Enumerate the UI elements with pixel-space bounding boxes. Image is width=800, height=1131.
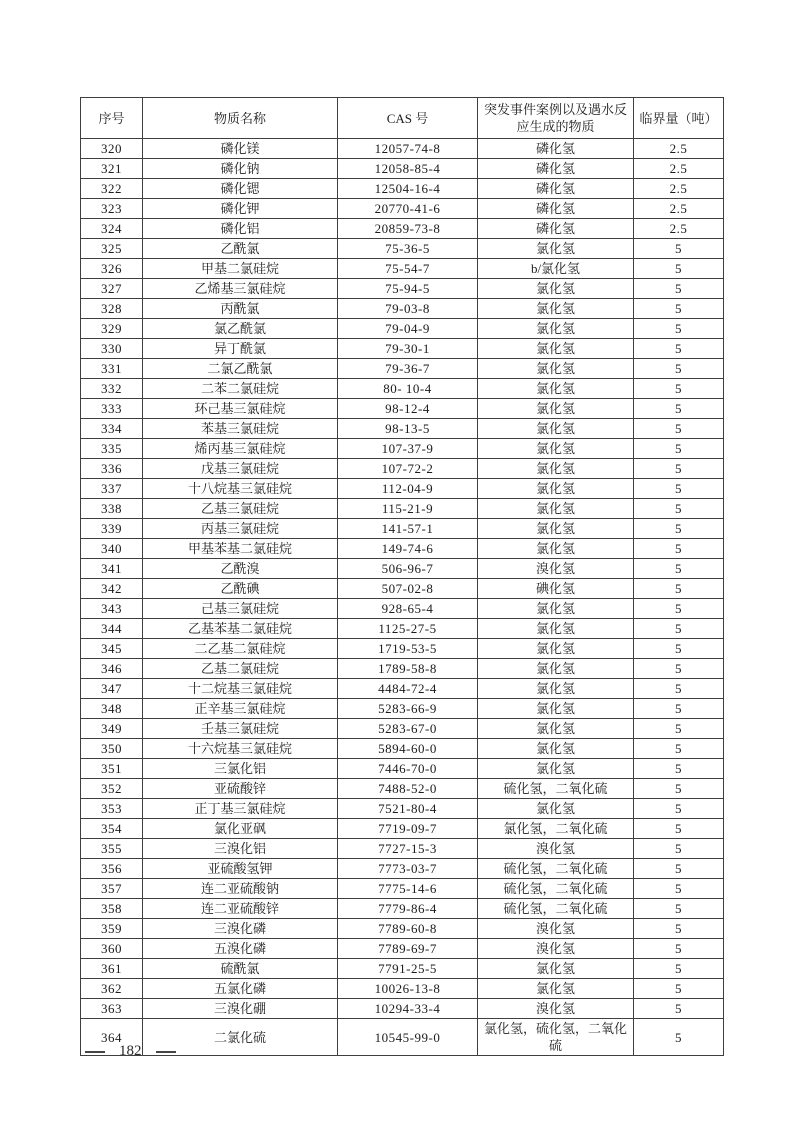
cell-serial-number: 345 [81, 639, 143, 659]
cell-threshold-quantity: 5 [634, 879, 724, 899]
table-row [81, 579, 724, 599]
cell-substance-name: 亚硫酸锌 [143, 779, 338, 799]
cell-threshold-quantity: 5 [634, 779, 724, 799]
col-header-cas-number: CAS 号 [338, 98, 478, 139]
cell-substance-name: 磷化钠 [143, 159, 338, 179]
cell-threshold-quantity: 5 [634, 559, 724, 579]
cell-substance-name: 异丁酰氯 [143, 339, 338, 359]
cell-threshold-quantity: 5 [634, 939, 724, 959]
cell-serial-number: 360 [81, 939, 143, 959]
table-row [81, 599, 724, 619]
table-row [81, 619, 724, 639]
cell-threshold-quantity: 5 [634, 499, 724, 519]
cell-serial-number: 322 [81, 179, 143, 199]
cell-cas-number: 141-57-1 [338, 519, 478, 539]
cell-serial-number: 363 [81, 999, 143, 1019]
cell-incident-products: 氯化氢 [478, 979, 634, 999]
cell-serial-number: 350 [81, 739, 143, 759]
cell-substance-name: 磷化镁 [143, 139, 338, 159]
table-row [81, 239, 724, 259]
col-header-substance-name: 物质名称 [143, 98, 338, 139]
cell-serial-number: 353 [81, 799, 143, 819]
cell-cas-number: 1719-53-5 [338, 639, 478, 659]
cell-substance-name: 苯基三氯硅烷 [143, 419, 338, 439]
table-row [81, 459, 724, 479]
cell-incident-products: 溴化氢 [478, 939, 634, 959]
table-header [81, 98, 724, 139]
cell-threshold-quantity: 5 [634, 299, 724, 319]
table-row [81, 839, 724, 859]
cell-serial-number: 337 [81, 479, 143, 499]
cell-serial-number: 324 [81, 219, 143, 239]
cell-threshold-quantity: 2.5 [634, 139, 724, 159]
cell-cas-number: 5283-66-9 [338, 699, 478, 719]
cell-incident-products: 氯化氢 [478, 679, 634, 699]
cell-serial-number: 335 [81, 439, 143, 459]
cell-cas-number: 1789-58-8 [338, 659, 478, 679]
cell-cas-number: 75-54-7 [338, 259, 478, 279]
table-row [81, 819, 724, 839]
cell-incident-products: 氯化氢 [478, 339, 634, 359]
cell-incident-products: 氯化氢 [478, 599, 634, 619]
cell-serial-number: 364 [81, 1019, 143, 1056]
table-row [81, 939, 724, 959]
cell-cas-number: 7789-60-8 [338, 919, 478, 939]
cell-cas-number: 79-03-8 [338, 299, 478, 319]
table-row [81, 479, 724, 499]
cell-threshold-quantity: 5 [634, 719, 724, 739]
cell-cas-number: 12058-85-4 [338, 159, 478, 179]
cell-incident-products: 氯化氢 [478, 959, 634, 979]
cell-incident-products: 氯化氢 [478, 379, 634, 399]
cell-cas-number: 7775-14-6 [338, 879, 478, 899]
cell-threshold-quantity: 5 [634, 539, 724, 559]
cell-incident-products: 氯化氢 [478, 239, 634, 259]
cell-cas-number: 7791-25-5 [338, 959, 478, 979]
cell-substance-name: 丙酰氯 [143, 299, 338, 319]
table-row [81, 659, 724, 679]
cell-substance-name: 十六烷基三氯硅烷 [143, 739, 338, 759]
cell-incident-products: 氯化氢 [478, 299, 634, 319]
header-row [81, 98, 724, 139]
cell-threshold-quantity: 5 [634, 999, 724, 1019]
cell-incident-products: 磷化氢 [478, 179, 634, 199]
table-row [81, 339, 724, 359]
table-row [81, 399, 724, 419]
cell-serial-number: 340 [81, 539, 143, 559]
cell-serial-number: 331 [81, 359, 143, 379]
table-row [81, 539, 724, 559]
cell-substance-name: 甲基苯基二氯硅烷 [143, 539, 338, 559]
cell-serial-number: 321 [81, 159, 143, 179]
cell-substance-name: 乙基苯基二氯硅烷 [143, 619, 338, 639]
cell-serial-number: 346 [81, 659, 143, 679]
cell-serial-number: 320 [81, 139, 143, 159]
cell-substance-name: 戊基三氯硅烷 [143, 459, 338, 479]
footer-dash-right [156, 1051, 176, 1053]
cell-threshold-quantity: 5 [634, 399, 724, 419]
cell-substance-name: 壬基三氯硅烷 [143, 719, 338, 739]
cell-substance-name: 氯乙酰氯 [143, 319, 338, 339]
cell-incident-products: 氯化氢 [478, 699, 634, 719]
cell-threshold-quantity: 5 [634, 599, 724, 619]
cell-threshold-quantity: 5 [634, 479, 724, 499]
cell-serial-number: 362 [81, 979, 143, 999]
cell-incident-products: 磷化氢 [478, 159, 634, 179]
cell-cas-number: 7779-86-4 [338, 899, 478, 919]
table-row [81, 219, 724, 239]
cell-threshold-quantity: 5 [634, 439, 724, 459]
cell-serial-number: 328 [81, 299, 143, 319]
cell-substance-name: 三溴化硼 [143, 999, 338, 1019]
col-header-threshold-quantity: 临界量（吨） [634, 98, 724, 139]
cell-substance-name: 二氯乙酰氯 [143, 359, 338, 379]
cell-cas-number: 112-04-9 [338, 479, 478, 499]
cell-incident-products: 磷化氢 [478, 219, 634, 239]
cell-cas-number: 506-96-7 [338, 559, 478, 579]
cell-substance-name: 己基三氯硅烷 [143, 599, 338, 619]
cell-substance-name: 三溴化磷 [143, 919, 338, 939]
table-row [81, 359, 724, 379]
cell-serial-number: 325 [81, 239, 143, 259]
cell-threshold-quantity: 2.5 [634, 219, 724, 239]
cell-substance-name: 正丁基三氯硅烷 [143, 799, 338, 819]
cell-incident-products: 磷化氢 [478, 139, 634, 159]
cell-threshold-quantity: 5 [634, 659, 724, 679]
cell-substance-name: 乙酰溴 [143, 559, 338, 579]
cell-threshold-quantity: 5 [634, 619, 724, 639]
cell-cas-number: 7727-15-3 [338, 839, 478, 859]
table-row [81, 859, 724, 879]
cell-threshold-quantity: 2.5 [634, 159, 724, 179]
cell-incident-products: 溴化氢 [478, 559, 634, 579]
cell-substance-name: 乙基三氯硅烷 [143, 499, 338, 519]
cell-threshold-quantity: 5 [634, 359, 724, 379]
cell-substance-name: 连二亚硫酸钠 [143, 879, 338, 899]
cell-serial-number: 338 [81, 499, 143, 519]
cell-threshold-quantity: 5 [634, 859, 724, 879]
cell-substance-name: 连二亚硫酸锌 [143, 899, 338, 919]
cell-substance-name: 硫酰氯 [143, 959, 338, 979]
cell-serial-number: 357 [81, 879, 143, 899]
cell-incident-products: 氯化氢 [478, 639, 634, 659]
cell-serial-number: 334 [81, 419, 143, 439]
cell-serial-number: 352 [81, 779, 143, 799]
cell-serial-number: 344 [81, 619, 143, 639]
table-row [81, 879, 724, 899]
cell-threshold-quantity: 5 [634, 819, 724, 839]
table-row [81, 779, 724, 799]
cell-cas-number: 107-72-2 [338, 459, 478, 479]
cell-threshold-quantity: 5 [634, 459, 724, 479]
cell-incident-products: 氯化氢 [478, 279, 634, 299]
cell-cas-number: 20770-41-6 [338, 199, 478, 219]
cell-incident-products: 氯化氢 [478, 499, 634, 519]
cell-serial-number: 330 [81, 339, 143, 359]
table-row [81, 979, 724, 999]
cell-serial-number: 329 [81, 319, 143, 339]
table-row [81, 199, 724, 219]
cell-incident-products: 硫化氢，二氧化硫 [478, 899, 634, 919]
cell-threshold-quantity: 5 [634, 639, 724, 659]
cell-threshold-quantity: 5 [634, 979, 724, 999]
cell-cas-number: 7488-52-0 [338, 779, 478, 799]
page-footer [85, 1043, 176, 1060]
cell-threshold-quantity: 5 [634, 519, 724, 539]
cell-cas-number: 7719-09-7 [338, 819, 478, 839]
cell-threshold-quantity: 5 [634, 279, 724, 299]
cell-cas-number: 12057-74-8 [338, 139, 478, 159]
table-row [81, 319, 724, 339]
cell-cas-number: 79-04-9 [338, 319, 478, 339]
cell-serial-number: 349 [81, 719, 143, 739]
table-row [81, 139, 724, 159]
cell-serial-number: 358 [81, 899, 143, 919]
page-number: 182 [119, 1043, 142, 1059]
table-row [81, 499, 724, 519]
table-row [81, 419, 724, 439]
table-row [81, 679, 724, 699]
cell-incident-products: 氯化氢 [478, 419, 634, 439]
table-row [81, 719, 724, 739]
cell-incident-products: 氯化氢 [478, 459, 634, 479]
cell-cas-number: 7446-70-0 [338, 759, 478, 779]
cell-threshold-quantity: 5 [634, 419, 724, 439]
cell-substance-name: 磷化铝 [143, 219, 338, 239]
cell-incident-products: 硫化氢，二氧化硫 [478, 779, 634, 799]
table-row [81, 299, 724, 319]
table-row [81, 439, 724, 459]
hazardous-substances-table [80, 97, 724, 1056]
table-row [81, 919, 724, 939]
cell-substance-name: 二乙基二氯硅烷 [143, 639, 338, 659]
cell-serial-number: 327 [81, 279, 143, 299]
cell-cas-number: 10026-13-8 [338, 979, 478, 999]
cell-cas-number: 1125-27-5 [338, 619, 478, 639]
cell-cas-number: 4484-72-4 [338, 679, 478, 699]
cell-serial-number: 359 [81, 919, 143, 939]
cell-serial-number: 343 [81, 599, 143, 619]
cell-cas-number: 7789-69-7 [338, 939, 478, 959]
cell-incident-products: 氯化氢 [478, 659, 634, 679]
cell-substance-name: 磷化钾 [143, 199, 338, 219]
table-row [81, 559, 724, 579]
cell-threshold-quantity: 5 [634, 259, 724, 279]
cell-serial-number: 348 [81, 699, 143, 719]
cell-serial-number: 336 [81, 459, 143, 479]
cell-incident-products: 溴化氢 [478, 919, 634, 939]
cell-substance-name: 五氯化磷 [143, 979, 338, 999]
cell-substance-name: 环己基三氯硅烷 [143, 399, 338, 419]
cell-cas-number: 115-21-9 [338, 499, 478, 519]
cell-substance-name: 乙烯基三氯硅烷 [143, 279, 338, 299]
cell-threshold-quantity: 5 [634, 579, 724, 599]
cell-incident-products: 氯化氢 [478, 439, 634, 459]
table-row [81, 799, 724, 819]
cell-substance-name: 亚硫酸氢钾 [143, 859, 338, 879]
table-body [81, 139, 724, 1056]
cell-serial-number: 354 [81, 819, 143, 839]
cell-threshold-quantity: 5 [634, 319, 724, 339]
cell-cas-number: 12504-16-4 [338, 179, 478, 199]
cell-incident-products: 氯化氢 [478, 399, 634, 419]
table-row [81, 379, 724, 399]
cell-substance-name: 乙酰碘 [143, 579, 338, 599]
cell-incident-products: 氯化氢 [478, 799, 634, 819]
cell-threshold-quantity: 5 [634, 839, 724, 859]
cell-cas-number: 507-02-8 [338, 579, 478, 599]
cell-substance-name: 烯丙基三氯硅烷 [143, 439, 338, 459]
cell-incident-products: 氯化氢 [478, 479, 634, 499]
cell-cas-number: 7521-80-4 [338, 799, 478, 819]
cell-substance-name: 甲基二氯硅烷 [143, 259, 338, 279]
table-row [81, 739, 724, 759]
footer-dash-left [85, 1051, 105, 1053]
cell-serial-number: 326 [81, 259, 143, 279]
cell-threshold-quantity: 5 [634, 739, 724, 759]
cell-incident-products: 氯化氢 [478, 739, 634, 759]
cell-serial-number: 323 [81, 199, 143, 219]
cell-substance-name: 三氯化铝 [143, 759, 338, 779]
cell-incident-products: 磷化氢 [478, 199, 634, 219]
cell-cas-number: 5283-67-0 [338, 719, 478, 739]
cell-threshold-quantity: 5 [634, 759, 724, 779]
table-row [81, 179, 724, 199]
cell-threshold-quantity: 5 [634, 959, 724, 979]
cell-incident-products: 碘化氢 [478, 579, 634, 599]
cell-cas-number: 79-30-1 [338, 339, 478, 359]
cell-cas-number: 20859-73-8 [338, 219, 478, 239]
cell-cas-number: 10545-99-0 [338, 1019, 478, 1056]
table-row [81, 159, 724, 179]
cell-cas-number: 10294-33-4 [338, 999, 478, 1019]
cell-cas-number: 928-65-4 [338, 599, 478, 619]
cell-substance-name: 三溴化铝 [143, 839, 338, 859]
cell-threshold-quantity: 5 [634, 239, 724, 259]
cell-cas-number: 7773-03-7 [338, 859, 478, 879]
cell-cas-number: 5894-60-0 [338, 739, 478, 759]
cell-cas-number: 79-36-7 [338, 359, 478, 379]
cell-incident-products: 氯化氢 [478, 719, 634, 739]
cell-threshold-quantity: 2.5 [634, 179, 724, 199]
cell-substance-name: 五溴化磷 [143, 939, 338, 959]
cell-incident-products: 氯化氢 [478, 619, 634, 639]
cell-substance-name: 氯化亚砜 [143, 819, 338, 839]
table-row [81, 279, 724, 299]
cell-incident-products: 硫化氢，二氧化硫 [478, 859, 634, 879]
cell-threshold-quantity: 2.5 [634, 199, 724, 219]
cell-substance-name: 丙基三氯硅烷 [143, 519, 338, 539]
cell-substance-name: 十二烷基三氯硅烷 [143, 679, 338, 699]
cell-threshold-quantity: 5 [634, 919, 724, 939]
cell-substance-name: 二氯化硫 [143, 1019, 338, 1056]
cell-incident-products: 氯化氢 [478, 359, 634, 379]
table-row [81, 1019, 724, 1056]
cell-cas-number: 98-13-5 [338, 419, 478, 439]
col-header-serial-number: 序号 [81, 98, 143, 139]
col-header-incident-products: 突发事件案例以及遇水反应生成的物质 [478, 98, 634, 139]
cell-incident-products: 溴化氢 [478, 839, 634, 859]
cell-serial-number: 341 [81, 559, 143, 579]
cell-serial-number: 347 [81, 679, 143, 699]
cell-cas-number: 80- 10-4 [338, 379, 478, 399]
table-row [81, 899, 724, 919]
cell-incident-products: 氯化氢 [478, 519, 634, 539]
cell-cas-number: 149-74-6 [338, 539, 478, 559]
cell-incident-products: 氯化氢，硫化氢，二氧化硫 [478, 1019, 634, 1056]
cell-threshold-quantity: 5 [634, 899, 724, 919]
cell-serial-number: 361 [81, 959, 143, 979]
cell-cas-number: 107-37-9 [338, 439, 478, 459]
table-row [81, 639, 724, 659]
cell-threshold-quantity: 5 [634, 339, 724, 359]
cell-threshold-quantity: 5 [634, 679, 724, 699]
cell-incident-products: b/氯化氢 [478, 259, 634, 279]
cell-incident-products: 氯化氢 [478, 319, 634, 339]
cell-substance-name: 乙酰氯 [143, 239, 338, 259]
cell-threshold-quantity: 5 [634, 699, 724, 719]
cell-substance-name: 乙基二氯硅烷 [143, 659, 338, 679]
cell-threshold-quantity: 5 [634, 379, 724, 399]
table-row [81, 999, 724, 1019]
cell-incident-products: 氯化氢 [478, 759, 634, 779]
cell-substance-name: 二苯二氯硅烷 [143, 379, 338, 399]
table-row [81, 759, 724, 779]
cell-serial-number: 356 [81, 859, 143, 879]
cell-substance-name: 十八烷基三氯硅烷 [143, 479, 338, 499]
cell-incident-products: 氯化氢 [478, 539, 634, 559]
cell-serial-number: 351 [81, 759, 143, 779]
cell-incident-products: 溴化氢 [478, 999, 634, 1019]
cell-serial-number: 332 [81, 379, 143, 399]
table-row [81, 259, 724, 279]
cell-substance-name: 正辛基三氯硅烷 [143, 699, 338, 719]
table-row [81, 959, 724, 979]
cell-cas-number: 75-94-5 [338, 279, 478, 299]
cell-incident-products: 硫化氢，二氧化硫 [478, 879, 634, 899]
table-row [81, 699, 724, 719]
cell-serial-number: 333 [81, 399, 143, 419]
cell-threshold-quantity: 5 [634, 799, 724, 819]
cell-serial-number: 342 [81, 579, 143, 599]
cell-threshold-quantity: 5 [634, 1019, 724, 1056]
table-row [81, 519, 724, 539]
cell-cas-number: 98-12-4 [338, 399, 478, 419]
cell-incident-products: 氯化氢，二氧化硫 [478, 819, 634, 839]
cell-serial-number: 355 [81, 839, 143, 859]
cell-substance-name: 磷化锶 [143, 179, 338, 199]
cell-serial-number: 339 [81, 519, 143, 539]
cell-cas-number: 75-36-5 [338, 239, 478, 259]
